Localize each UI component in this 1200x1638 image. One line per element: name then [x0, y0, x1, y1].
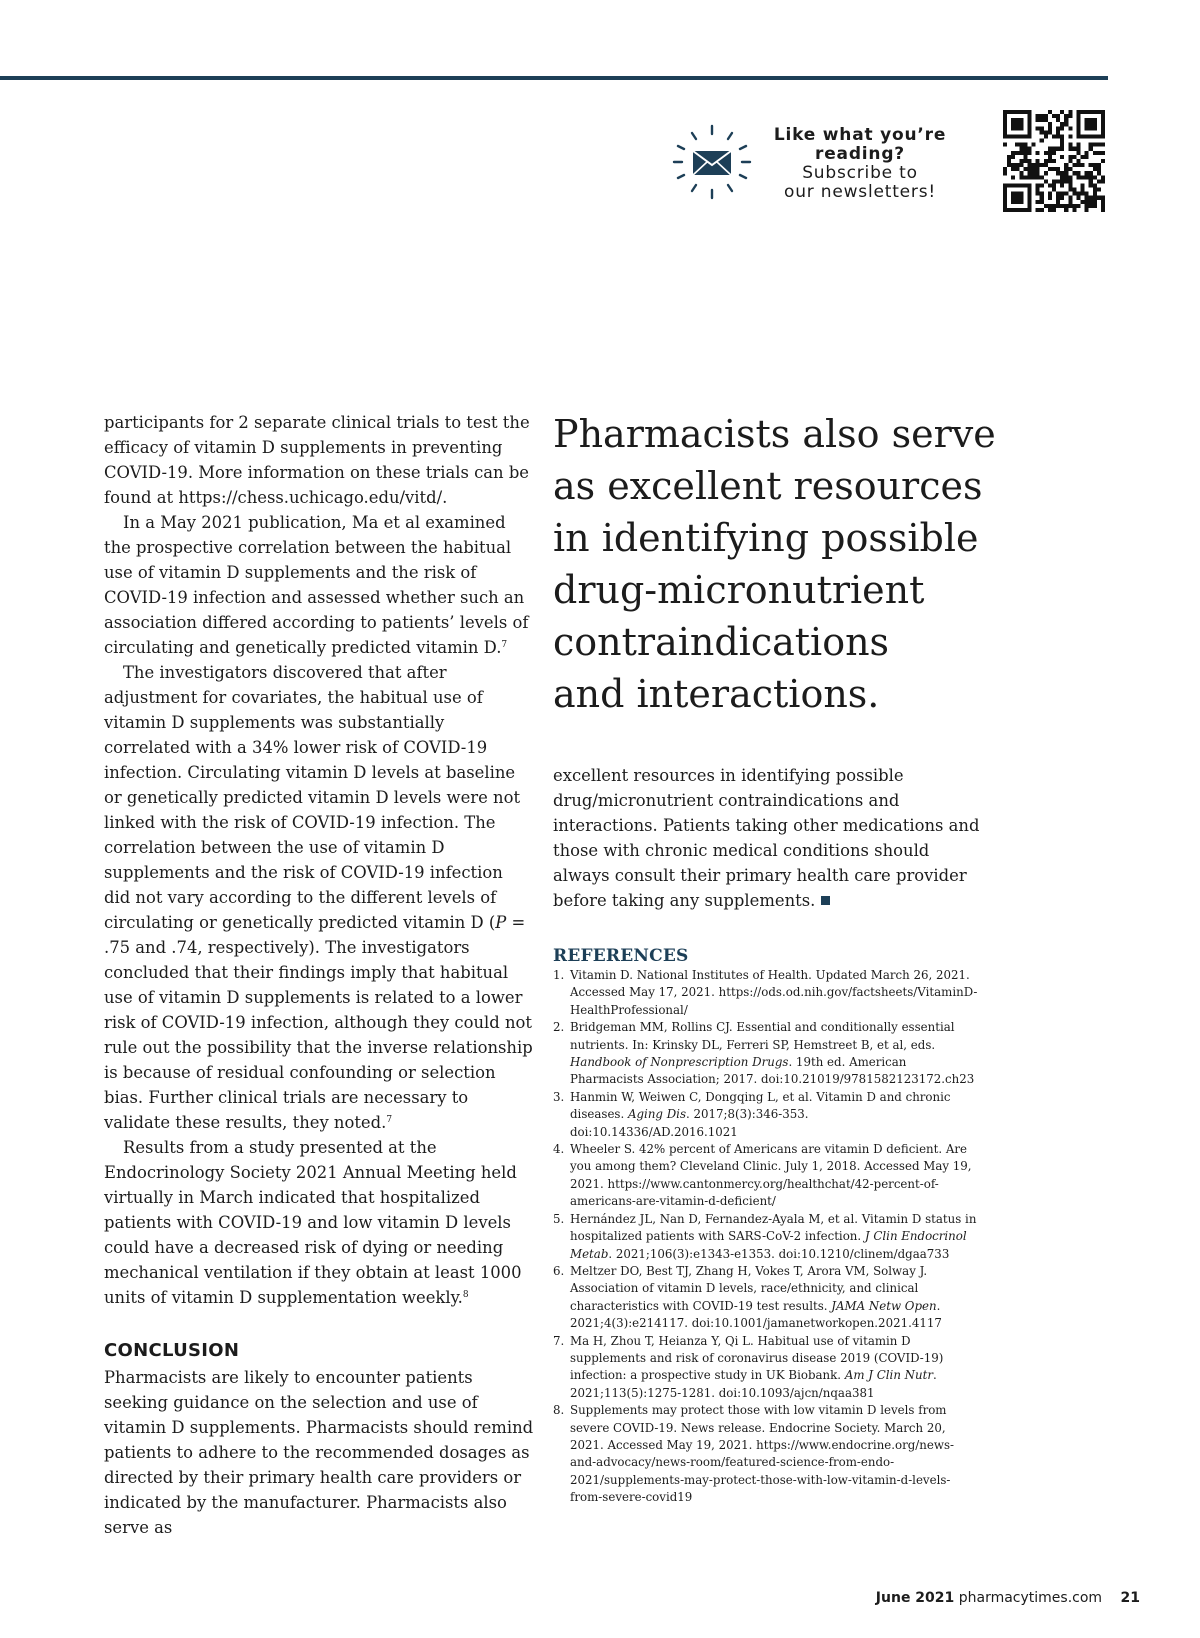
reference-number: 7.	[553, 1333, 565, 1348]
reference-item	[553, 1211, 978, 1263]
pull-quote-line: as excellent resources	[553, 464, 983, 508]
envelope-icon	[670, 120, 754, 204]
promo-line-2: reading?	[815, 144, 905, 164]
right-paragraph	[553, 763, 983, 913]
paragraph-4	[104, 1135, 534, 1310]
reference-text-end: . 19th ed. American Pharmacists Association; 2017. doi:10.21019/9781582123172.ch23	[570, 1055, 975, 1087]
pull-quote	[553, 408, 1153, 720]
p-value-symbol: P	[495, 913, 507, 932]
right-paragraph-text: excellent resources in identifying possible drug/micronutrient contraindications and interactions. Patients taking other medications and those with chronic medical conditions should always consult their primary health care provider before taking any supplements.	[553, 766, 980, 910]
promo-line-4: our newsletters!	[784, 182, 936, 202]
reference-source: Aging Dis	[627, 1107, 687, 1122]
pull-quote-line: Pharmacists also serve	[553, 412, 996, 456]
citation-ref: 8	[462, 1290, 469, 1300]
citation-ref: 7	[386, 1115, 393, 1125]
promo-text	[770, 126, 950, 202]
reference-number: 5.	[553, 1211, 565, 1226]
references-list	[553, 967, 978, 1507]
header-rule	[0, 76, 1108, 80]
site-name[interactable]: pharmacytimes.com	[958, 1590, 1103, 1606]
paragraph-3-text-b: = .75 and .74, respectively). The investigators concluded that their findings imply that habitual use of vitamin D supplements is related to a lower risk of COVID-19 infection, although they could not rule out the possibility that the inverse relationship is because of residual confounding or selection bias. Further clinical trials are necessary to validate these results, they noted.	[104, 913, 533, 1132]
reference-text: Hernández JL, Nan D, Fernandez-Ayala M, et al. Vitamin D status in hospitalized patients with SARS-CoV-2 infection.	[570, 1211, 977, 1244]
references-heading: REFERENCES	[553, 946, 689, 966]
reference-item	[553, 1263, 978, 1333]
reference-source: Am J Clin Nutr	[844, 1368, 933, 1383]
reference-number: 3.	[553, 1089, 565, 1104]
paragraph-3-text-a: The investigators discovered that after adjustment for covariates, the habitual use of vitamin D supplements was substantially correlated with a 34% lower risk of COVID-19 infection. Circulating vitamin D levels at baseline or genetically predicted vitamin D levels were not linked with the risk of COVID-19 infection. The correlation between the use of vitamin D supplements and the risk of COVID-19 infection did not vary according to the different levels of circulating or genetically predicted vitamin D (	[104, 663, 521, 932]
reference-number: 4.	[553, 1142, 565, 1157]
paragraph-1: participants for 2 separate clinical trials to test the efficacy of vitamin D supplements in preventing COVID-19. More information on these trials can be found at https://chess.uchicago.edu/vitd/.	[104, 413, 530, 507]
pull-quote-line: drug-micronutrient	[553, 568, 925, 612]
reference-text: Vitamin D. National Institutes of Health. Updated March 26, 2021. Accessed May 17, 2021. https://ods.od.nih.gov/factsheets/VitaminD-HealthProfessional/	[570, 968, 978, 1017]
paragraph-3	[104, 660, 534, 1135]
reference-item	[553, 967, 978, 1019]
pull-quote-line: in identifying possible	[553, 516, 979, 560]
pull-quote-line: and interactions.	[553, 672, 880, 716]
reference-source: J Clin Endocrinol Metab	[570, 1229, 967, 1261]
reference-text-end: . 2021;4(3):e214117. doi:10.1001/jamanetworkopen.2021.4117	[570, 1298, 942, 1331]
end-mark-icon	[821, 896, 830, 905]
reference-source: Handbook of Nonprescription Drugs	[570, 1055, 789, 1070]
reference-number: 1.	[553, 968, 565, 982]
reference-text-end: . 2017;8(3):346-353. doi:10.14336/AD.2016.1021	[570, 1107, 809, 1139]
conclusion-heading: CONCLUSION	[104, 1340, 240, 1361]
reference-item	[553, 1333, 978, 1403]
paragraph-2-text: In a May 2021 publication, Ma et al examined the prospective correlation between the habitual use of vitamin D supplements and the risk of COVID-19 infection and assessed whether such an association differed according to patients’ levels of circulating and genetically predicted vitamin D.	[104, 513, 529, 657]
qr-code-icon[interactable]	[1003, 110, 1105, 212]
pull-quote-line: contraindications	[553, 620, 890, 664]
reference-text: Ma H, Zhou T, Heianza Y, Qi L. Habitual use of vitamin D supplements and risk of coronavirus disease 2019 (COVID-19) infection: a prospective study in UK Biobank.	[570, 1333, 944, 1383]
reference-number: 8.	[553, 1403, 565, 1418]
citation-ref: 7	[501, 640, 508, 650]
promo-line-1: Like what you’re	[773, 125, 947, 145]
right-column-text	[553, 763, 983, 913]
reference-text-end: . 2021;106(3):e1343-e1353. doi:10.1210/clinem/dgaa733	[608, 1246, 950, 1261]
reference-item	[553, 1089, 978, 1141]
left-column	[104, 410, 534, 1540]
reference-text: Bridgeman MM, Rollins CJ. Essential and conditionally essential nutrients. In: Krinsky DL, Ferreri SP, Hemstreet B, et al, eds.	[570, 1020, 955, 1052]
reference-item	[553, 1141, 978, 1211]
reference-text: Hanmin W, Weiwen C, Dongqing L, et al. Vitamin D and chronic diseases.	[570, 1089, 951, 1122]
reference-source: JAMA Netw Open	[831, 1298, 937, 1313]
reference-text: Wheeler S. 42% percent of Americans are vitamin D deficient. Are you among them? Cleveland Clinic. July 1, 2018. Accessed May 19, 2021. https://www.cantonmercy.org/healthchat/42-percent-of-americans-are-vitamin-d-deficient/	[570, 1142, 972, 1209]
reference-item	[553, 1019, 978, 1089]
page-number: 21	[1120, 1590, 1140, 1606]
issue-date: June 2021	[875, 1590, 955, 1606]
conclusion-paragraph: Pharmacists are likely to encounter patients seeking guidance on the selection and use of vitamin D supplements. Pharmacists should remind patients to adhere to the recommended dosages as directed by their primary health care providers or indicated by the manufacturer. Pharmacists also serve as	[104, 1368, 534, 1537]
paragraph-4-text: Results from a study presented at the Endocrinology Society 2021 Annual Meeting held virtually in March indicated that hospitalized patients with COVID-19 and low vitamin D levels could have a decreased risk of dying or needing mechanical ventilation if they obtain at least 1000 units of vitamin D supplementation weekly.	[104, 1138, 522, 1307]
reference-number: 6.	[553, 1263, 565, 1278]
paragraph-2	[104, 510, 534, 660]
reference-item	[553, 1402, 978, 1506]
promo-line-3: Subscribe to	[802, 163, 918, 183]
reference-text-end: . 2021;113(5):1275-1281. doi:10.1093/ajcn/nqaa381	[570, 1368, 937, 1400]
reference-text: Supplements may protect those with low vitamin D levels from severe COVID-19. News release. Endocrine Society. March 20, 2021. Accessed May 19, 2021. https://www.endocrine.org/news-and-advocacy/news-room/featured-science-from-endo-2021/supplements-may-protect-those-with-low-vitamin-d-levels-from-severe-covid19	[570, 1403, 955, 1505]
reference-text: Meltzer DO, Best TJ, Zhang H, Vokes T, Arora VM, Solway J. Association of vitamin D levels, race/ethnicity, and clinical characteristics with COVID-19 test results.	[570, 1263, 928, 1313]
references-section	[553, 946, 978, 1507]
reference-number: 2.	[553, 1020, 565, 1035]
page-footer	[876, 1590, 1140, 1606]
